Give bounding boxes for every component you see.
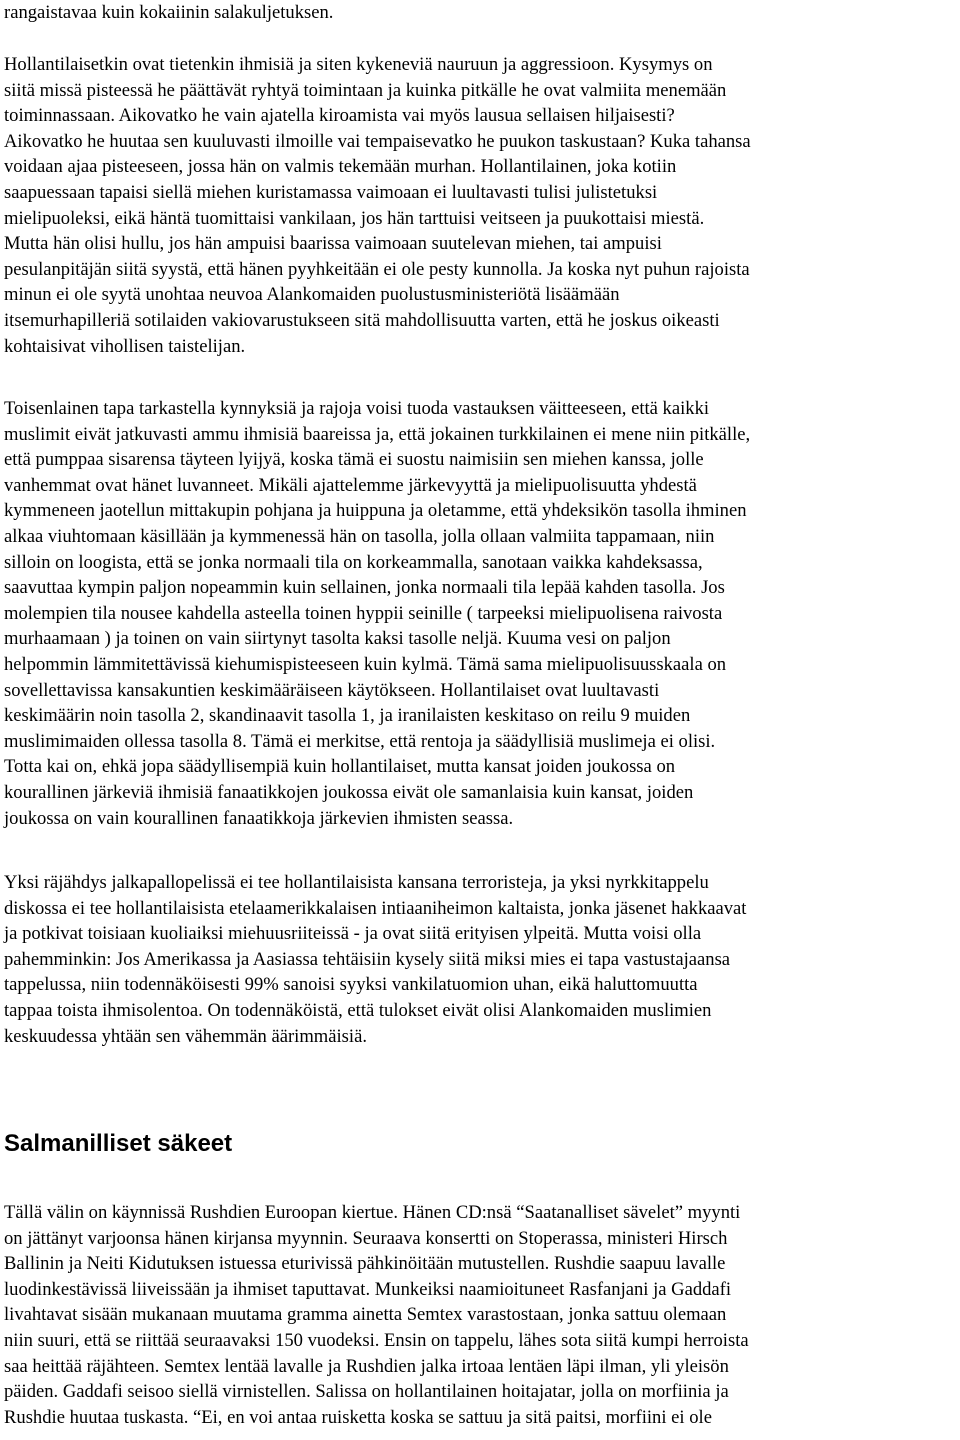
text-line: livahtavat sisään mukanaan muutama gramma ainetta Semtex varastostaan, jonka sattuu olemaan xyxy=(4,1304,727,1326)
text-line: vanhemmat ovat hänet luvanneet. Mikäli ajattelemme järkevyyttä ja mielipuolisuutta yhdestä xyxy=(4,474,697,496)
text-line: muslimit eivät jatkuvasti ammu ihmisiä baareissa ja, että jokainen turkkilainen ei mene niin pitkälle, xyxy=(4,423,751,445)
text-line: itsemurhapilleriä sotilaiden vakiovarustukseen sitä mahdollisuutta varten, että he joskus oikeasti xyxy=(4,309,720,331)
text-line: Mutta hän olisi hullu, jos hän ampuisi baarissa vaimoaan suutelevan miehen, tai ampuisi xyxy=(4,233,662,255)
text-line: Tällä välin on käynnissä Rushdien Euroopan kiertue. Hänen CD:nsä “Saatanalliset sävelet” myynti xyxy=(4,1202,741,1223)
text-line: molempien tila nousee kahdella asteella toinen hyppii seinille ( tarpeeksi mielipuolisena raivosta xyxy=(4,602,723,624)
text-line: saa heittää räjähteen. Semtex lentää lavalle ja Rushdien jalka irtoaa lentäen läpi ilman, yli yleisön xyxy=(4,1355,729,1377)
text-line: niin suuri, että se riittää seuraavaksi 150 vuodeksi. Ensin on tappelu, lähes sota siitä kumpi herroista xyxy=(4,1329,749,1351)
text-line: sovellettavissa kansakuntien keskimääräiseen käytökseen. Hollantilaiset ovat luultavasti xyxy=(4,679,660,701)
text-line: murhaamaan ) ja toinen on vain siirtynyt tasolta kaksi tasolle neljä. Kuuma vesi on paljon xyxy=(4,628,671,650)
text-line: saavuttaa kympin paljon nopeammin kuin sellainen, jonka normaali tila lepää kahden tasolla. Jos xyxy=(4,577,725,599)
text-line: Hollantilaisetkin ovat tietenkin ihmisiä ja siten kykeneviä nauruun ja aggressioon. Kysymys on xyxy=(4,54,713,75)
text-line: alkaa viuhtomaan käsillään ja kymmenessä hän on tasolla, jolla ollaan valmiita tappamaan, niin xyxy=(4,525,715,547)
text-line: Aikovatko he huutaa sen kuuluvasti ilmoille vai tempaisevatko he puukon taskustaan? Kuka tahansa xyxy=(4,130,751,152)
paragraph-2 xyxy=(4,52,751,359)
text-line: Yksi räjähdys jalkapallopelissä ei tee hollantilaisista kansana terroristeja, ja yksi nyrkkitappelu xyxy=(4,872,709,893)
text-line: luodinkestävissä liiveissään ja ihmiset taputtavat. Munkeiksi naamioituneet Rasfanjani ja Gaddafi xyxy=(4,1278,732,1300)
text-line: muslimimaiden ollessa tasolla 8. Tämä ei merkitse, että rentoja ja säädyllisiä muslimeja ei olisi. xyxy=(4,730,716,752)
text-line: Totta kai on, ehkä jopa säädyllisempiä kuin hollantilaiset, mutta kansat joiden joukossa on xyxy=(4,756,676,778)
paragraph-1 xyxy=(4,0,333,26)
text-line: helpommin lämmitettävissä kiehumispisteeseen kuin kylmä. Tämä sama mielipuolisuusskaala on xyxy=(4,653,727,675)
text-line: siitä missä pisteessä he päättävät ryhtyä toimintaan ja kuinka pitkälle he ovat valmiita menemään xyxy=(4,79,727,101)
paragraph-4 xyxy=(4,870,746,1049)
text-line: rangaistavaa kuin kokaiinin salakuljetuksen. xyxy=(4,2,334,23)
text-line: minun ei ole syytä unohtaa neuvoa Alankomaiden puolustusministeriötä lisäämään xyxy=(4,284,620,306)
text-line: kourallinen järkeviä ihmisiä fanaatikkojen joukossa eivät ole samanlaisia kuin kansat, joiden xyxy=(4,781,694,803)
text-line: diskossa ei tee hollantilaisista etelaamerikkalaisen intiaaniheimon kaltaista, jonka jäsenet hakkaavat xyxy=(4,897,747,919)
text-line: tappaa toista ihmisolentoa. On todennäköistä, että tulokset eivät olisi Alankomaiden muslimien xyxy=(4,999,712,1021)
text-line: on jättänyt varjoonsa hänen kirjansa myynnin. Seuraava konsertti on Stoperassa, ministeri Hirsch xyxy=(4,1227,728,1249)
text-line: ja potkivat toisiaan kuoliaiksi miehuusriiteissä - ja ovat siitä erityisen ylpeitä. Mutta voisi olla xyxy=(4,923,702,945)
text-line: päiden. Gaddafi seisoo siellä virnistellen. Salissa on hollantilainen hoitajatar, jolla on morfiinia ja xyxy=(4,1381,729,1403)
section-paragraph xyxy=(4,1200,749,1430)
text-line: Toisenlainen tapa tarkastella kynnyksiä ja rajoja voisi tuoda vastauksen väitteeseen, että kaikki xyxy=(4,398,710,419)
text-line: tappelussa, niin todennäköisesti 99% sanoisi syyksi vankilatuomion uhan, eikä haluttomuutta xyxy=(4,974,698,996)
section-heading: Salmanilliset säkeet xyxy=(4,1130,233,1157)
text-line: Ballinin ja Neiti Kidutuksen istuessa eturivissä pähkinöitään mutustellen. Rushdie saapuu lavalle xyxy=(4,1253,726,1275)
text-line: keskimäärin noin tasolla 2, skandinaavit tasolla 1, ja iranilaisten keskitaso on reilu 9 muiden xyxy=(4,705,691,727)
text-line: keskuudessa yhtään sen vähemmän äärimmäisiä. xyxy=(4,1025,367,1047)
text-line: että pumppaa sisarensa täyteen lyijyä, koska tämä ei suostu naimisiin sen miehen kanssa, jolle xyxy=(4,449,704,471)
text-line: toiminnassaan. Aikovatko he vain ajatella kiroamista vai myös lausua sellaisen hiljaisesti? xyxy=(4,105,675,127)
paragraph-3 xyxy=(4,396,750,831)
text-line: Rushdie huutaa tuskasta. “Ei, en voi antaa ruisketta koska se sattuu ja sitä paitsi, morfiini ei ole xyxy=(4,1406,712,1428)
text-line: pahemminkin: Jos Amerikassa ja Aasiassa tehtäisiin kysely siitä miksi mies ei tapa vastustajaansa xyxy=(4,948,731,970)
text-line: kohtaisivat vihollisen taistelijan. xyxy=(4,335,246,357)
text-line: pesulanpitäjän siitä syystä, että hänen pyyhkeitään ei ole pesty kunnolla. Ja koska nyt puhun rajoista xyxy=(4,258,750,280)
text-line: silloin on loogista, että se jonka normaali tila on korkeammalla, sanotaan vaikka kahdeksassa, xyxy=(4,551,703,573)
text-line: kymmeneen jaotellun mittakupin pohjana ja huippuna ja oletamme, että yhdeksikön tasolla ihminen xyxy=(4,500,747,522)
text-line: joukossa on vain kourallinen fanaatikkoja järkevien ihmisten seassa. xyxy=(4,807,514,829)
text-line: mielipuoleksi, eikä häntä tuomittaisi vankilaan, jos hän tarttuisi veitseen ja puukottaisi miestä. xyxy=(4,207,705,229)
text-line: voidaan ajaa pisteeseen, jossa hän on valmis tekemään murhan. Hollantilainen, joka kotiin xyxy=(4,156,677,178)
text-line: saapuessaan tapaisi siellä miehen kuristamassa vaimoaan ei luultavasti tulisi julistetuksi xyxy=(4,181,658,203)
